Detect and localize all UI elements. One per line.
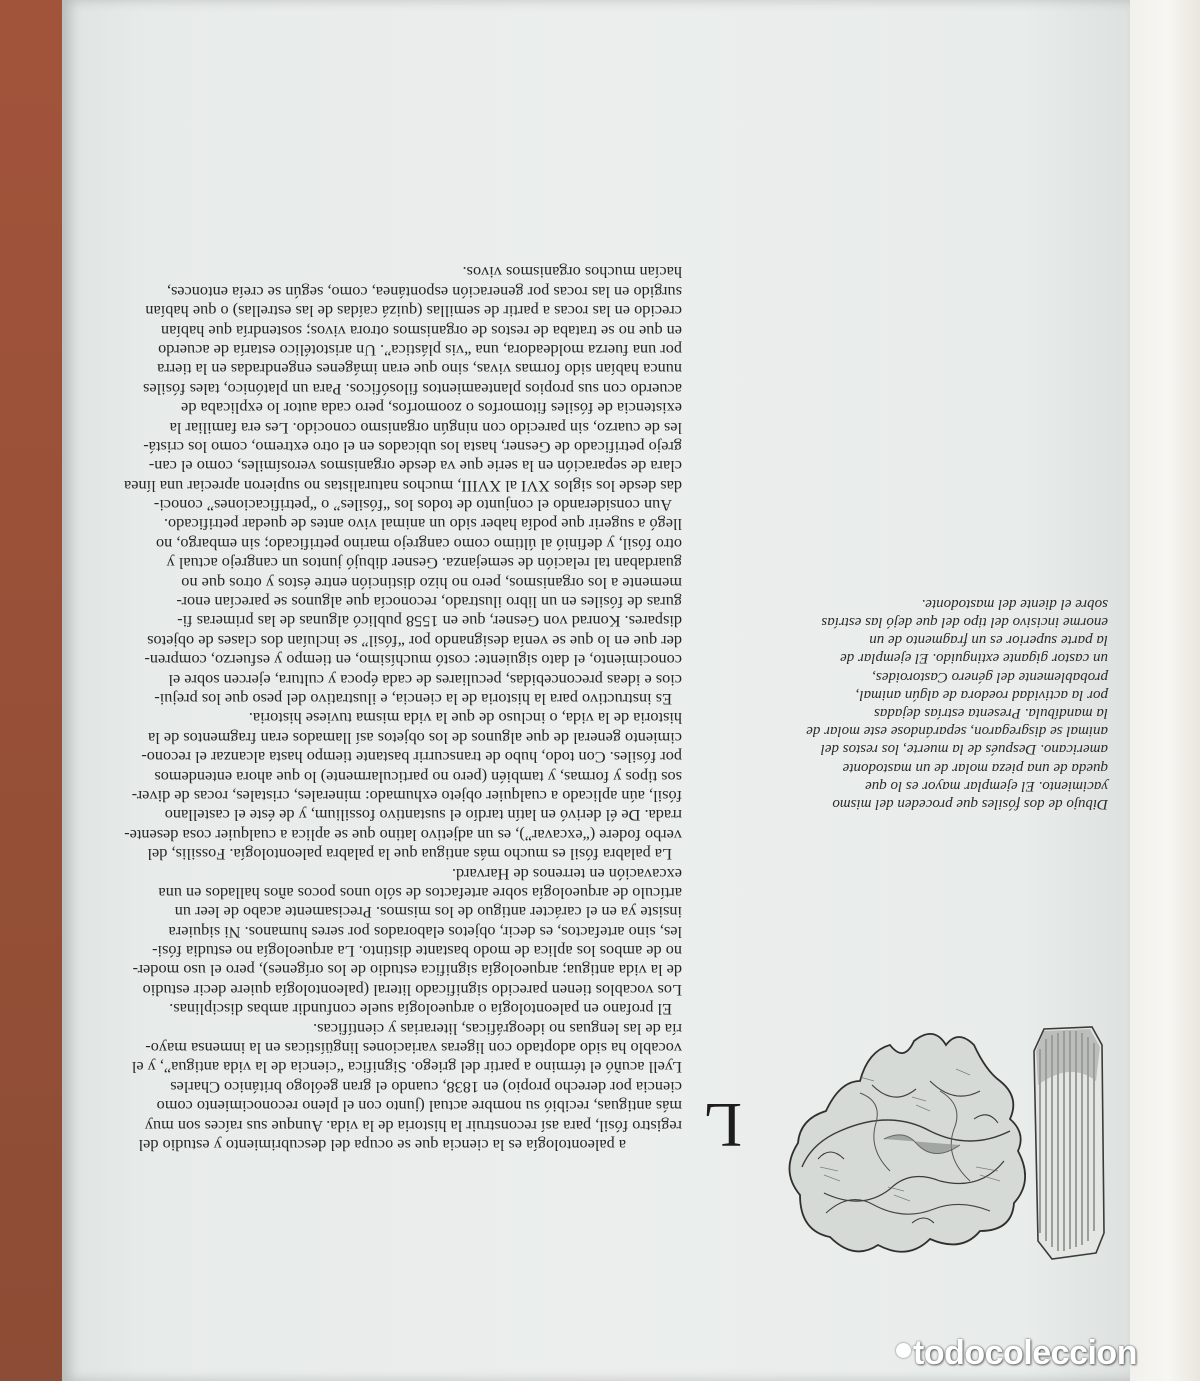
caption-line: yacimiento. El ejemplar mayor es lo que [865,777,1108,794]
text-line: guardaban tal relación de semejanza. Gesner dibujó juntos un cangrejo actual y [166,554,682,574]
text-line: sos tipos y formas, y también (pero no particularmente) lo que ahora entendemos [154,767,682,787]
caption-line: la parte superior es un fragmento de un [869,632,1108,649]
text-line: por fósiles. Con todo, hubo de transcurrir bastante tiempo hasta alcanzar el recono- [141,748,682,768]
text-line: memente a los organismos, pero no hizo distinción entre éstos y otros que no [181,573,682,593]
caption-line: animal se disgregaron, separándose este molar de [806,723,1108,740]
mastodon-molar-illustration [789,1034,1025,1252]
text-line: en que no se trataba de restos de organismos otrora vivos; sostendría que habían [160,321,682,341]
figure-caption [778,595,1108,813]
text-line: no de ambos los aplica de modo bastante distinto. La arqueología no estudia fósi- [152,942,682,962]
text-line: insiste ya en el carácter antiguo de los mismos. Precisamente acabo de leer un [174,903,682,923]
text-line: acuerdo con sus propios planteamientos filosóficos. Para un platónico, tales fósiles [143,379,682,399]
text-line: der que en lo que se venía designando por “fósil” se incluían dos clases de objetos [147,631,682,651]
text-line: por una fuerza moldeadora, una “vis plástica”. Un aristotélico estaría de acuerdo [158,340,682,360]
text-line: ciencia por derecho propio) en 1838, cuando el gran geólogo británico Charles [170,1077,682,1097]
text-line: clara de separación en la serie que va desde organismos verosímiles, como el can- [148,457,682,477]
text-line: vocablo ha sido adoptado con ligeras variaciones lingüísticas en la inmensa mayo- [145,1039,682,1059]
text-line: El profano en paleontología o arqueología suele confundir ambas disciplinas. [169,1000,672,1020]
text-line: más antiguas, recibió su nombre actual (junto con el pleno reconocimiento como [156,1097,682,1117]
text-line: existencia de fósiles fitomorfos o zoomorfos, pero cada autor lo explicaba de [181,399,682,419]
text-line: registro fósil, para así reconstruir la historia de la vida. Aunque sus raíces son muy [144,1116,682,1136]
text-line: a paleontología es la ciencia que se ocupa del descubrimiento y estudio del [138,1136,626,1155]
text-line: conocimiento, el dato siguiente: costó muchísimo, en tiempo y esfuerzo, compren- [144,651,682,671]
caption-line: enorme incisivo del tipo del que dejó las estrías [821,614,1108,631]
text-line: les, sino artefactos, es decir, objetos elaborados por seres humanos. Ni siquiera [168,922,682,942]
caption-line: probablemente del género Castoroides, [872,668,1108,685]
text-line: dispares. Konrad von Gesner, que en 1558 publicó algunas de las primeras fi- [177,612,682,632]
text-line: nunca habían sido formas vivas, sino que eran imágenes engendradas en la tierra [157,360,682,380]
caption-line: la mandíbula. Presenta estrías dejadas [873,705,1108,722]
text-line: otro fósil, y definió al último como cangrejo marino petrificado; sin embargo, no [155,534,682,554]
text-line: Lyell acuñó el término a partir del griego. Significa “ciencia de la vida antigua”, y el [131,1058,682,1078]
text-line: Es instructivo para la historia de la ciencia, e ilustrativo del peso que los prejui- [154,690,672,710]
text-line: La palabra fósil es mucho más antigua que la palabra paleontología. Fossilis, del [147,845,672,865]
caption-line: americano. Después de la muerte, los restos del [820,741,1108,758]
text-line: das desde los siglos XVI al XVIII, muchos naturalistas no supieron apreciar una línea [124,476,682,496]
text-line: grejo petrificado de Gesner, hasta los ubicados en el otro extremo, como los cristá- [143,437,682,457]
incisor-fragment-illustration [1034,1027,1104,1259]
text-line: excavación en terrenos de Harvard. [451,864,682,884]
text-line: historia de la vida, o incluso de que la vida misma tuviese historia. [248,709,682,729]
todocoleccion-watermark [896,1334,1137,1373]
text-line: guras de fósiles en un libro ilustrado, reconocía que algunos se parecían enor- [176,593,682,613]
text-line: Aun considerando el conjunto de todos los “fósiles” o “petrificaciones” conoci- [153,496,672,516]
text-line: hacían muchos organismos vivos. [462,263,682,283]
text-line: cimiento general de que algunos de los objetos así llamados eran fragmentos de la [148,728,682,748]
text-line: fósil, aún aplicado a cualquier objeto exhumado: minerales, cristales, rocas de diver- [131,786,682,806]
text-line: rrada. De él derivó en latín tardío el sustantivo fossilium, y de éste el castellano [164,806,682,826]
caption-line: un castor gigante extinguido. El ejemplar de [840,650,1108,667]
text-line: de la vida antigua; arqueología significa estudio de los orígenes), pero el uso moder- [132,961,682,981]
caption-line: queda de una pieza molar de un mastodonte [842,759,1108,776]
drop-cap: L [702,1090,742,1161]
text-line: cios e ideas preconcebidas, peculiares de cada época y cultura, ejercen sobre el [168,670,682,690]
text-line: crecido en las rocas a partir de semillas (quizá caídas de las estrellas) o que habían [145,302,682,322]
book-page [62,0,1130,1381]
main-body-text [122,263,682,1155]
dot-icon [896,1343,911,1358]
text-line: les de cuarzo, sin parecido con ningún organismo conocido. Les era familiar la [169,418,682,438]
text-line: artículo de arqueología sobre artefactos de sólo unos pocos años hallados en una [158,883,682,903]
text-line: Los vocablos tienen parecido significado literal (paleontología quiere decir estudio [142,980,682,1000]
text-line: surgido en las rocas por generación espontánea, como, según se creía entonces, [166,282,682,302]
watermark-text: todocoleccion [913,1334,1137,1372]
caption-line: por la actividad roedora de algún animal, [855,686,1108,703]
text-line: verbo fodere (“excavar”), es un adjetivo latino que se aplica a cualquier cosa desente- [124,825,682,845]
caption-line: sobre el diente del mastodonte. [921,595,1108,612]
upside-down-page-content [62,0,1130,1381]
book-cover-edge [1120,0,1200,1381]
caption-line: Dibujo de dos fósiles que proceden del mismo [832,796,1108,812]
text-line: ría de las lenguas no ideográficas, literarias y científicas. [313,1019,682,1039]
text-line: llegó a sugerir que podía haber sido un animal vivo antes de quedar petrificado. [163,515,682,535]
